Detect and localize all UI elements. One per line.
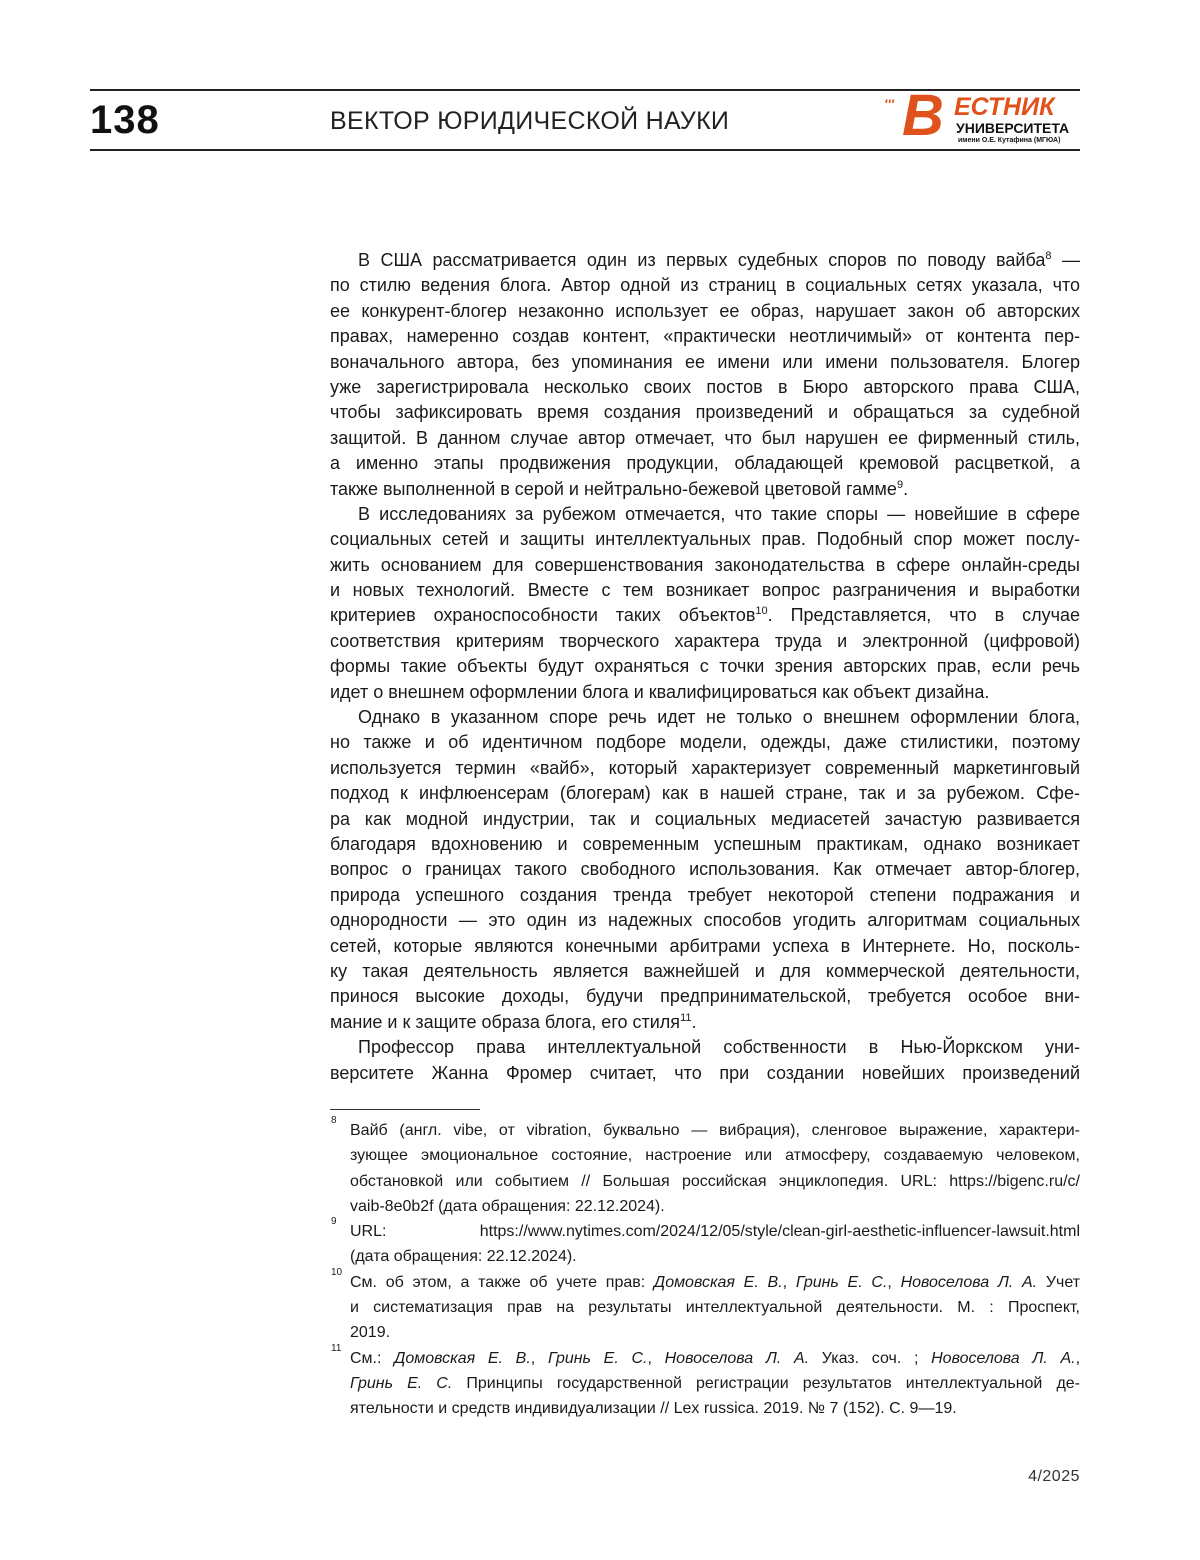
text-line	[330, 984, 1080, 1009]
journal-title: ВЕКТОР ЮРИДИЧЕСКОЙ НАУКИ	[330, 107, 730, 135]
footnotes	[330, 1115, 1081, 1422]
logo-speed-marks-icon: '''	[884, 96, 894, 112]
text-run: и систематизация прав на результаты интеллектуальной деятельности. М. : Проспект,	[350, 1299, 1080, 1317]
text-run: критериев охраноспособности таких объектов	[330, 605, 756, 626]
text-run: зующее эмоциональное состояние, настроение или атмосферу, создаваемую человеком,	[350, 1147, 1080, 1165]
text-line	[330, 578, 1080, 603]
text-run: а именно этапы продвижения продукции, обладающей кремовой расцветкой, а	[330, 453, 1080, 474]
footnote-separator	[330, 1109, 480, 1110]
italic-text: Домовская Е. В.	[653, 1273, 783, 1291]
italic-text: Новоселова Л. А.	[931, 1349, 1076, 1367]
footnote	[330, 1115, 1080, 1219]
text-line	[330, 451, 1080, 476]
logo-word: ЕСТНИК	[954, 93, 1055, 121]
text-run: (дата обращения: 22.12.2024).	[350, 1248, 577, 1266]
text-line	[330, 857, 1080, 882]
text-run: .	[691, 1011, 697, 1032]
text-line	[330, 426, 1080, 451]
text-line	[330, 553, 1080, 578]
footnote-line	[350, 1371, 1080, 1396]
logo-big-letter: В	[902, 83, 944, 148]
footnote-line	[350, 1169, 1080, 1194]
text-run: В исследованиях за рубежом отмечается, что такие споры — новейшие в сфере	[358, 503, 1080, 524]
text-line	[330, 324, 1080, 349]
text-run: Принципы государственной регистрации результатов интеллектуальной де-	[452, 1374, 1080, 1392]
text-line	[330, 299, 1080, 324]
text-run: ,	[887, 1273, 901, 1291]
text-line	[330, 934, 1080, 959]
footnote-ref[interactable]: 11	[680, 1011, 692, 1024]
footnote-number: 11	[331, 1342, 342, 1354]
text-line	[330, 832, 1080, 857]
paragraph	[330, 248, 1080, 502]
text-line	[330, 908, 1080, 933]
text-run: ,	[647, 1349, 665, 1367]
text-run: .	[903, 478, 909, 499]
text-run: —	[1051, 250, 1080, 270]
text-run: ,	[530, 1349, 548, 1367]
text-run: Указ. соч. ;	[809, 1349, 932, 1367]
footnote-number: 9	[331, 1216, 337, 1228]
text-line	[330, 477, 1080, 502]
footnote-line	[350, 1143, 1080, 1168]
text-line	[330, 1010, 1080, 1035]
italic-text: Гринь Е. С.	[795, 1273, 888, 1291]
footnote-line	[350, 1219, 1080, 1244]
journal-logo	[880, 83, 1080, 148]
text-run: благодаря вдохновению и современным успешным практикам, однако возникает	[330, 833, 1080, 854]
footnote-line	[350, 1320, 1080, 1345]
text-run: См. об этом, а также об учете прав:	[350, 1273, 654, 1291]
text-run: обстановкой или событием // Большая российская энциклопедия. URL: https://bigenc.ru/c/	[350, 1172, 1080, 1190]
text-run: ятельности и средств индивидуализации // Lex russica. 2019. № 7 (152). С. 9—19.	[350, 1400, 957, 1418]
text-run: по стилю ведения блога. Автор одной из страниц в социальных сетях указала, что	[330, 275, 1080, 296]
text-run: См.:	[350, 1349, 395, 1367]
text-run: подход к инфлюенсерам (блогерам) как в нашей стране, так и за рубежом. Сфе-	[330, 783, 1080, 804]
text-run: мание и к защите образа блога, его стиля	[330, 1011, 681, 1032]
article-body	[330, 248, 1080, 1086]
footnote-line	[350, 1346, 1080, 1371]
text-line	[330, 883, 1080, 908]
text-run: ее конкурент-блогер незаконно использует ее образ, нарушает закон об авторских	[330, 300, 1080, 321]
text-run: URL: https://www.nytimes.com/2024/12/05/style/clean-girl-aesthetic-influencer-lawsuit.html	[350, 1223, 1080, 1241]
text-line	[330, 705, 1080, 730]
footnote-line	[350, 1118, 1080, 1143]
footnote	[330, 1266, 1081, 1346]
text-run: Однако в указанном споре речь идет не только о внешнем оформлении блога,	[358, 707, 1080, 728]
text-run: также выполненной в серой и нейтрально-бежевой цветовой гамме	[330, 478, 897, 499]
issue-number: 4/2025	[1028, 1468, 1080, 1485]
footnote-line	[350, 1396, 1080, 1421]
italic-text: Гринь Е. С.	[547, 1349, 648, 1367]
text-line	[330, 248, 1080, 273]
text-line	[330, 807, 1080, 832]
footnote-ref[interactable]: 9	[896, 478, 904, 491]
text-line	[330, 959, 1080, 984]
footnote-line	[350, 1295, 1080, 1320]
text-run: защитой. В данном случае автор отмечает, что был нарушен ее фирменный стиль,	[330, 427, 1080, 448]
text-line	[330, 1061, 1080, 1086]
text-line	[330, 756, 1080, 781]
text-line	[330, 730, 1080, 755]
page-number: 138	[90, 98, 160, 142]
footnote-line	[350, 1270, 1080, 1295]
paragraph	[330, 1035, 1080, 1086]
footnote-ref[interactable]: 10	[755, 605, 768, 618]
text-line	[330, 375, 1080, 400]
paragraph	[330, 502, 1080, 705]
text-run: . Представляется, что в случае	[767, 605, 1081, 626]
footnote-number: 8	[331, 1115, 337, 1126]
text-run: vaib-8e0b2f (дата обращения: 22.12.2024).	[350, 1197, 665, 1215]
header-bottom-rule	[90, 149, 1080, 151]
italic-text: Новоселова Л. А.	[664, 1349, 810, 1367]
footnote-ref[interactable]: 8	[1045, 250, 1052, 262]
text-line	[330, 502, 1080, 527]
text-run: и новых технологий. Вместе с тем возникает вопрос разграничения и выработки	[330, 580, 1080, 601]
logo-subtitle: имени О.Е. Кутафина (МГЮА)	[958, 137, 1061, 144]
text-run: уже зарегистрировала несколько своих постов в Бюро авторского права США,	[330, 376, 1080, 397]
text-run: социальных сетей и защиты интеллектуальных прав. Подобный спор может послу-	[330, 529, 1080, 550]
text-run: воначального автора, без упоминания ее имени или имени пользователя. Блогер	[330, 351, 1080, 372]
text-run: Вайб (англ. vibe, от vibration, буквально — вибрация), сленговое выражение, характери-	[350, 1122, 1080, 1139]
text-run: ку такая деятельность является важнейшей и для коммерческой деятельности,	[330, 960, 1080, 981]
footnote-line	[350, 1194, 1080, 1219]
text-line	[330, 629, 1080, 654]
text-run: идет о внешнем оформлении блога и квалифицироваться как объект дизайна.	[330, 681, 990, 702]
text-run: но также и об идентичном подборе модели, одежды, даже стилистики, поэтому	[330, 732, 1080, 753]
paragraph	[330, 705, 1080, 1035]
text-run: Профессор права интеллектуальной собственности в Нью-Йоркском уни-	[358, 1037, 1080, 1058]
text-run: ,	[782, 1273, 796, 1291]
text-run: чтобы зафиксировать время создания произведений и обращаться за судебной	[330, 402, 1080, 423]
footnote-line	[350, 1244, 1080, 1269]
italic-text: Гринь Е. С.	[350, 1374, 453, 1392]
text-run: сетей, которые являются конечными арбитрами успеха в Интернете. Но, посколь-	[330, 935, 1080, 956]
text-line	[330, 603, 1080, 628]
text-run: Учет	[1037, 1273, 1081, 1291]
text-line	[330, 654, 1080, 679]
italic-text: Новоселова Л. А.	[900, 1273, 1038, 1291]
text-run: природа успешного создания тренда требует некоторой степени подражания и	[330, 884, 1080, 905]
text-run: вопрос о границах такого свободного использования. Как отмечает автор-блогер,	[330, 859, 1080, 880]
text-line	[330, 527, 1080, 552]
text-run: жить основанием для совершенствования законодательства в сфере онлайн-среды	[330, 554, 1080, 575]
text-run: однородности — это один из надежных способов угодить алгоритмам социальных	[330, 910, 1080, 931]
text-run: верситете Жанна Фромер считает, что при создании новейших произведений	[330, 1062, 1080, 1083]
footnote-number: 10	[331, 1266, 343, 1278]
text-run: соответствия критериям творческого характера труда и электронной (цифровой)	[330, 630, 1080, 651]
footnote	[330, 1216, 1080, 1270]
text-line	[330, 1035, 1080, 1060]
text-line	[330, 273, 1080, 298]
text-run: ,	[1075, 1349, 1081, 1367]
text-line	[330, 350, 1080, 375]
text-run: В США рассматривается один из первых судебных споров по поводу вайба	[358, 250, 1046, 270]
text-run: 2019.	[350, 1324, 391, 1342]
text-run: принося высокие доходы, будучи предпринимательской, требуется особое вни-	[330, 986, 1080, 1007]
logo-university: УНИВЕРСИТЕТА	[956, 120, 1070, 136]
text-run: правах, намеренно создав контент, «практически неотличимый» от контента пер-	[330, 326, 1080, 347]
text-line	[330, 781, 1080, 806]
text-run: формы такие объекты будут охраняться с точки зрения авторских прав, если речь	[330, 656, 1080, 677]
text-run: ра как модной индустрии, так и социальных медиасетей зачастую развивается	[330, 808, 1080, 829]
text-run: используется термин «вайб», который характеризует современный маркетинговый	[330, 757, 1080, 778]
text-line	[330, 400, 1080, 425]
text-line	[330, 680, 1080, 705]
footnote	[330, 1342, 1081, 1422]
italic-text: Домовская Е. В.	[394, 1349, 531, 1367]
